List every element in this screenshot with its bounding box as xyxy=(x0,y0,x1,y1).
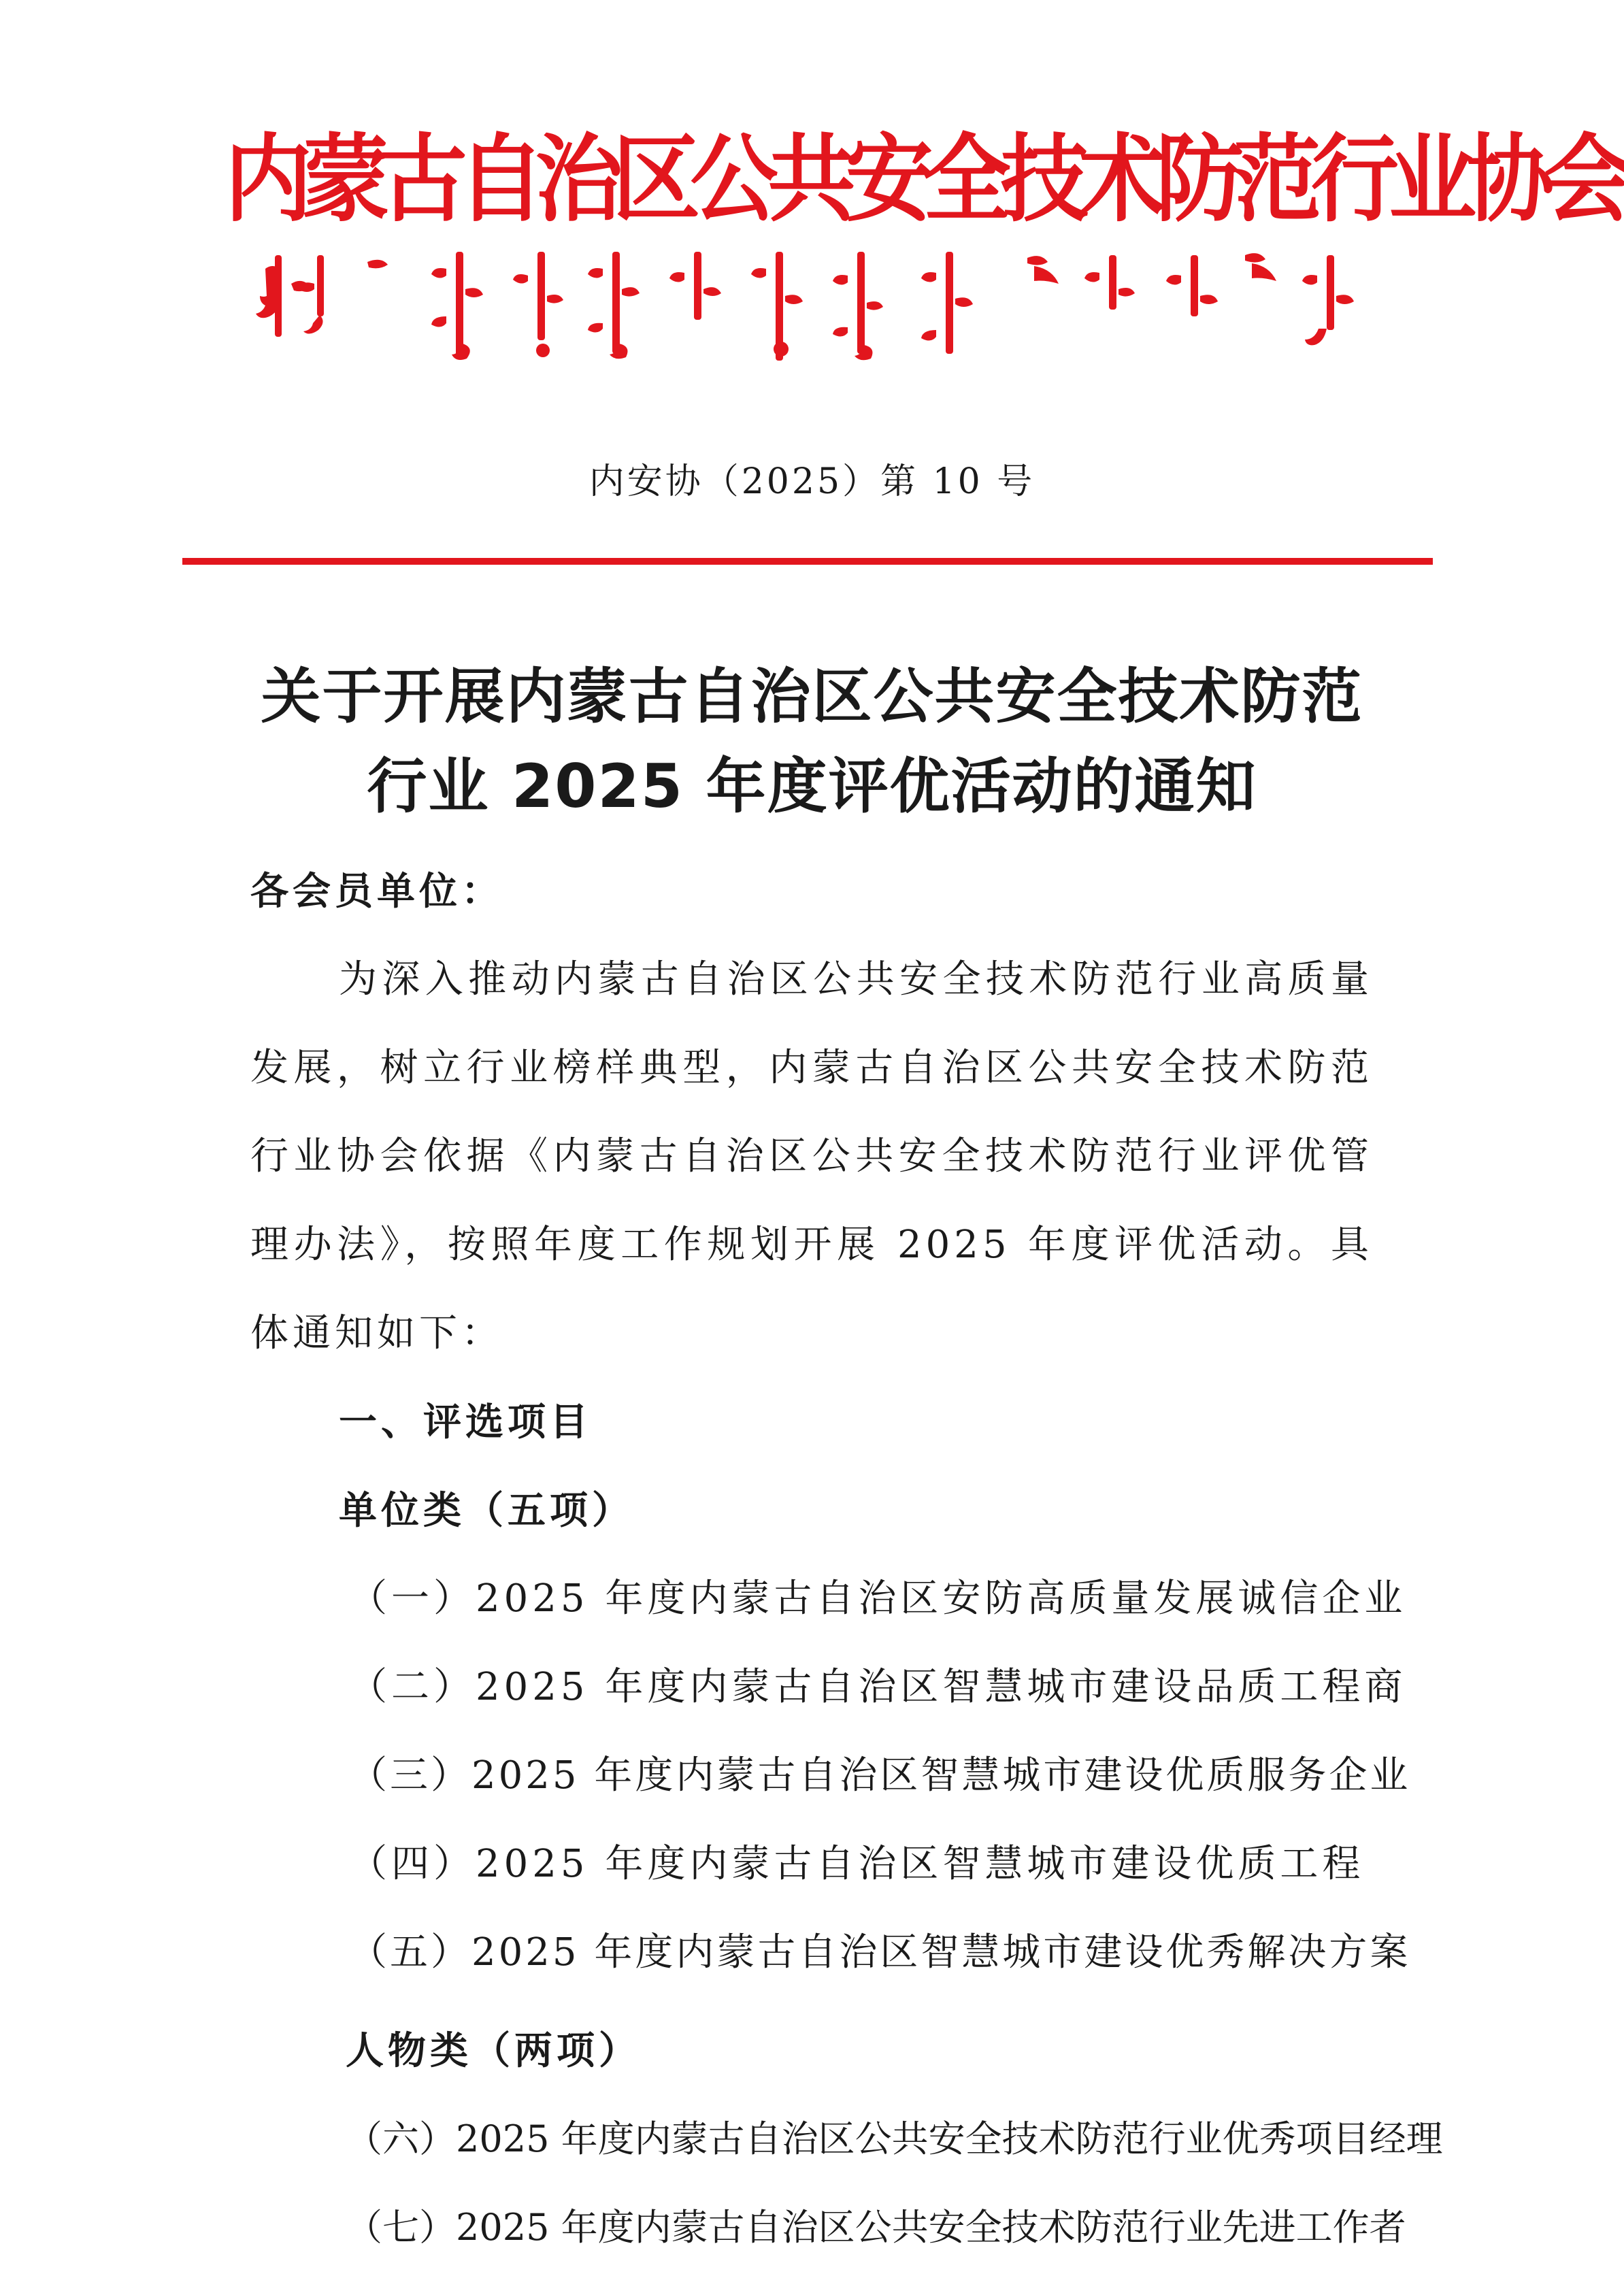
intro-paragraph: 为深入推动内蒙古自治区公共安全技术防范行业高质量发展，树立行业榜样典型，内蒙古自治区公共安全技术防范行业协会依据《内蒙古自治区公共安全技术防范行业评优管理办法》，按照年度工作规划开展 2025 年度评优活动。具体通知如下： xyxy=(250,957,1373,1355)
list-item: （四）2025 年度内蒙古自治区智慧城市建设优质工程 xyxy=(349,1842,1365,1886)
red-divider-line xyxy=(182,558,1433,565)
list-item: （六）2025 年度内蒙古自治区公共安全技术防范行业优秀项目经理 xyxy=(346,2117,1443,2160)
person-category-list xyxy=(250,2095,1443,2272)
letterhead-organization-name: 内蒙古自治区公共安全技术防范行业协会 xyxy=(225,125,1622,235)
list-item: （七）2025 年度内蒙古自治区公共安全技术防范行业先进工作者 xyxy=(346,2206,1406,2249)
list-item: （五）2025 年度内蒙古自治区智慧城市建设优秀解决方案 xyxy=(349,1930,1411,1975)
person-category-heading: 人物类（两项） xyxy=(346,2028,641,2073)
notice-title-line-1: 关于开展内蒙古自治区公共安全技术防范 xyxy=(261,661,1363,731)
list-item: （一）2025 年度内蒙古自治区安防高质量发展诚信企业 xyxy=(349,1577,1407,1621)
unit-category-list xyxy=(250,1555,1411,1997)
notice-title xyxy=(0,652,1624,831)
letterhead-mongolian-script xyxy=(252,242,1368,364)
document-number: 内安协（2025）第 10 号 xyxy=(589,461,1035,502)
section-heading-selection-items: 一、评选项目 xyxy=(339,1400,592,1445)
notice-title-line-2: 行业 2025 年度评优活动的通知 xyxy=(367,751,1257,821)
notice-body xyxy=(250,847,1443,2272)
salutation: 各会员单位： xyxy=(250,869,503,914)
mongolian-script-graphic xyxy=(252,242,1368,364)
unit-category-heading: 单位类（五项） xyxy=(339,1488,634,1533)
list-item: （二）2025 年度内蒙古自治区智慧城市建设品质工程商 xyxy=(349,1665,1407,1709)
list-item: （三）2025 年度内蒙古自治区智慧城市建设优质服务企业 xyxy=(349,1753,1411,1798)
